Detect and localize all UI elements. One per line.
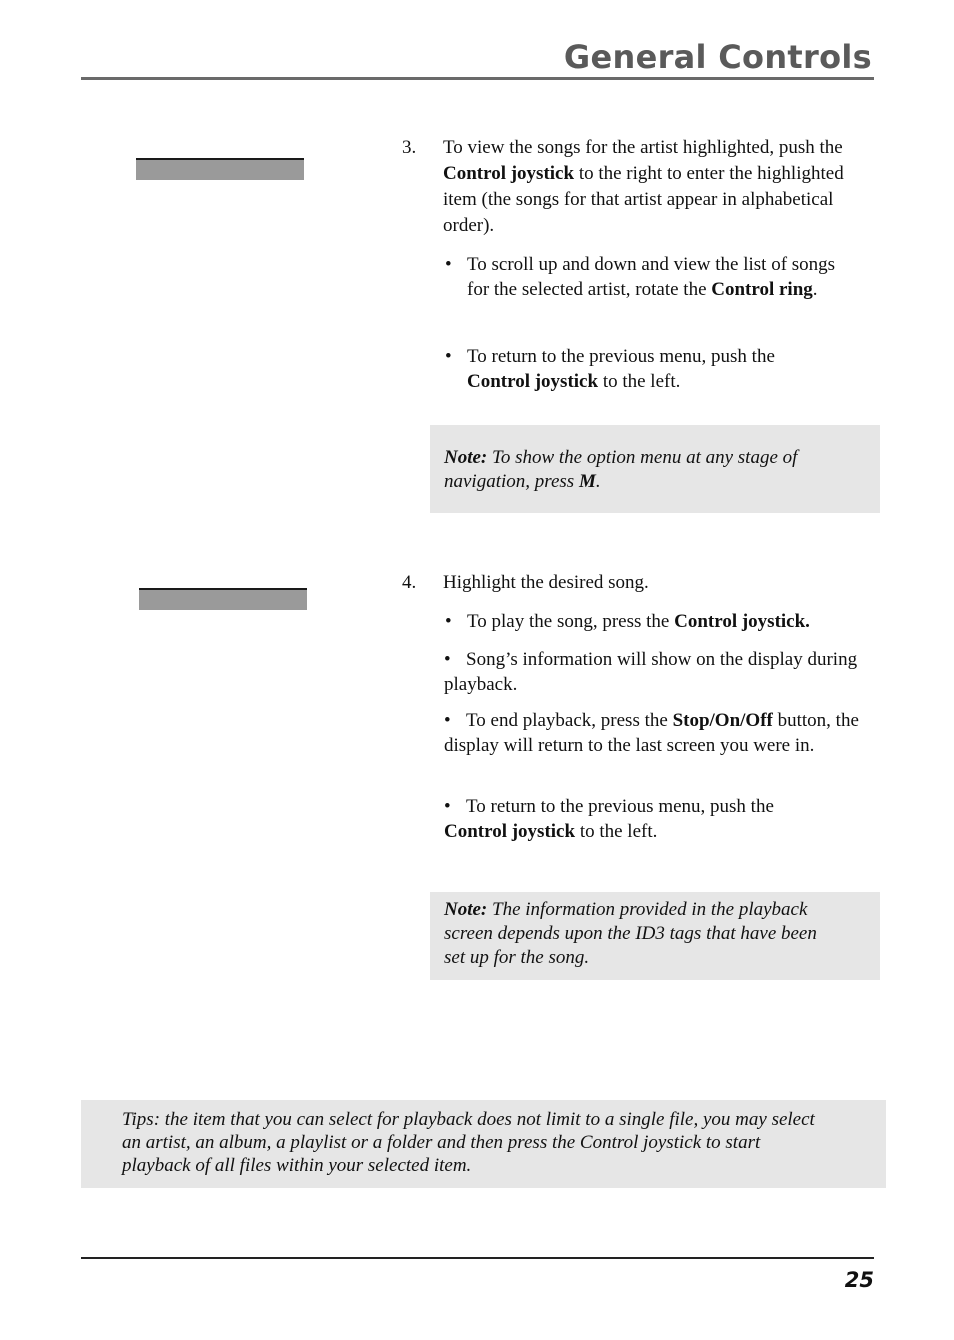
- bullet-item: • Song’s information will show on the display during playback.: [444, 649, 858, 695]
- header-rule: [81, 77, 874, 80]
- page-title: General Controls: [563, 38, 872, 76]
- bullet-glyph: •: [444, 649, 451, 670]
- tips-box: Tips: the item that you can select for playback does not limit to a single file, you may select an artist, an album, a playlist or a folder and then press the Control joystick to start playback of all files within your selected item.: [81, 1100, 886, 1188]
- note-box: Note: To show the option menu at any stage of navigation, press M.: [430, 425, 880, 513]
- footer-rule: [81, 1257, 874, 1259]
- step-text: Highlight the desired song.: [443, 572, 649, 593]
- bullet-glyph: •: [445, 346, 452, 367]
- note-label: Note:: [444, 447, 488, 468]
- bullet-glyph: •: [444, 710, 451, 731]
- step-number: 4.: [402, 572, 417, 593]
- bullet-glyph: •: [445, 254, 452, 275]
- step-text: To view the songs for the artist highlighted, push the Control joystick to the right to enter the highlighted item (the songs for that artist appear in alphabetical order).: [443, 137, 844, 236]
- screen-image-placeholder: [139, 588, 307, 610]
- bullet-glyph: •: [445, 611, 452, 632]
- bullet-item: • To return to the previous menu, push the Control joystick to the left.: [445, 346, 775, 392]
- bullet-item: • To return to the previous menu, push the Control joystick to the left.: [444, 796, 774, 842]
- bullet-item: • To end playback, press the Stop/On/Off button, the display will return to the last screen you were in.: [444, 710, 859, 756]
- note-box: Note: The information provided in the playback screen depends upon the ID3 tags that have been set up for the song.: [430, 892, 880, 980]
- bullet-item: • To play the song, press the Control joystick.: [445, 611, 810, 632]
- note-label: Note:: [444, 899, 488, 920]
- bullet-item: • To scroll up and down and view the list of songs for the selected artist, rotate the Control ring.: [445, 254, 836, 300]
- bullet-glyph: •: [444, 796, 451, 817]
- page-number: 25: [844, 1268, 874, 1292]
- step-number: 3.: [402, 137, 417, 158]
- screen-image-placeholder: [136, 158, 304, 180]
